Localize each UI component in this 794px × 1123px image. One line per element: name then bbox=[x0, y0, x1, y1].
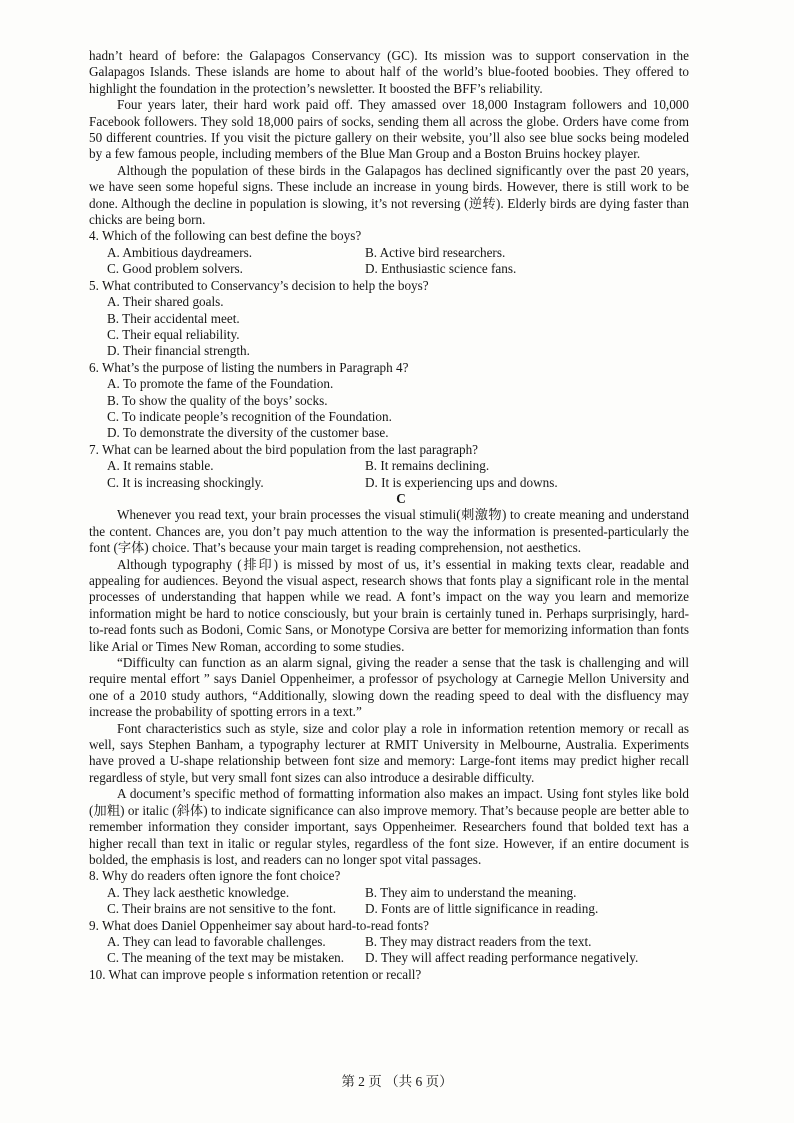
section-c-heading: C bbox=[396, 490, 406, 506]
question-4-option-c: C. Good problem solvers. bbox=[107, 261, 243, 277]
question-6 bbox=[89, 360, 689, 442]
question-5-option-d: D. Their financial strength. bbox=[107, 343, 250, 359]
question-7-stem: 7. What can be learned about the bird population from the last paragraph? bbox=[89, 441, 479, 457]
passage-c-paragraph-5: A document’s specific method of formatting information also makes an impact. Using font styles like bold (加粗) or italic (斜体) to indicate significance can also improve memory. That’s because people are better able to remember information they consider important, says Oppenheimer. Researchers found that bolded text has a higher recall than text in italic or regular styles, regardless of the font size. However, if an entire document is bolded, the emphasis is lost, and readers can no longer spot vital passages. bbox=[89, 786, 689, 867]
question-8-option-b: B. They aim to understand the meaning. bbox=[365, 884, 577, 900]
question-8 bbox=[89, 868, 689, 917]
page-number-footer: 第 2 页 （共 6 页） bbox=[341, 1074, 453, 1089]
passage-c-paragraph-1: Whenever you read text, your brain processes the visual stimuli(刺激物) to create meaning and understand the content. Chances are, you don’t pay much attention to the way the information is presented-particularly the font (字体) choice. That’s because your main target is reading comprehension, not aesthetics. bbox=[89, 507, 689, 556]
question-5-stem: 5. What contributed to Conservancy’s decision to help the boys? bbox=[89, 277, 429, 293]
question-4-option-a: A. Ambitious daydreamers. bbox=[107, 244, 253, 260]
question-7 bbox=[89, 442, 689, 491]
question-9-option-c: C. The meaning of the text may be mistaken. bbox=[107, 950, 345, 966]
question-6-option-a: A. To promote the fame of the Foundation. bbox=[107, 376, 334, 392]
passage-b-paragraph-3: Although the population of these birds in the Galapagos has declined significantly over the past 20 years, we have seen some hopeful signs. These include an increase in young birds. However, there is still work to be done. Although the decline in population is slowing, it’s not reversing (逆转). Elderly birds are dying faster than chicks are being born. bbox=[89, 162, 689, 228]
question-6-option-b: B. To show the quality of the boys’ socks. bbox=[107, 392, 328, 408]
question-4-option-b: B. Active bird researchers. bbox=[365, 244, 506, 260]
question-8-stem: 8. Why do readers often ignore the font choice? bbox=[89, 868, 341, 884]
question-6-option-c: C. To indicate people’s recognition of the Foundation. bbox=[107, 408, 392, 424]
question-6-option-d: D. To demonstrate the diversity of the customer base. bbox=[107, 425, 389, 441]
question-5-option-b: B. Their accidental meet. bbox=[107, 310, 240, 326]
question-9-option-a: A. They can lead to favorable challenges. bbox=[107, 933, 326, 949]
passage-b-paragraph-1: hadn’t heard of before: the Galapagos Conservancy (GC). Its mission was to support conservation in the Galapagos Islands. These islands are home to about half of the world’s blue-footed boobies. They offered to highlight the foundation in the protection’s newsletter. It boosted the BFF’s reliability. bbox=[89, 48, 689, 96]
page-content bbox=[89, 48, 689, 983]
question-4-stem: 4. Which of the following can best define the boys? bbox=[89, 228, 362, 244]
question-9 bbox=[89, 918, 689, 967]
question-5-option-a: A. Their shared goals. bbox=[107, 294, 224, 310]
question-10 bbox=[89, 967, 689, 983]
passage-b-paragraph-2: Four years later, their hard work paid off. They amassed over 18,000 Instagram followers and 10,000 Facebook followers. They sold 18,000 pairs of socks, sending them all across the globe. Orders have come from 50 different countries. If you visit the picture gallery on their website, you’ll also see blue socks being modeled by a few famous people, including members of the Blue Man Group and a Boston Bruins hockey player. bbox=[89, 97, 689, 162]
question-7-option-d: D. It is experiencing ups and downs. bbox=[365, 474, 558, 490]
question-9-stem: 9. What does Daniel Oppenheimer say about hard-to-read fonts? bbox=[89, 917, 429, 933]
question-5-option-c: C. Their equal reliability. bbox=[107, 326, 240, 342]
question-7-option-b: B. It remains declining. bbox=[365, 458, 490, 474]
question-4-option-d: D. Enthusiastic science fans. bbox=[365, 261, 517, 277]
question-6-stem: 6. What’s the purpose of listing the numbers in Paragraph 4? bbox=[89, 359, 409, 375]
question-7-option-a: A. It remains stable. bbox=[107, 458, 214, 474]
question-4 bbox=[89, 228, 689, 277]
passage-c-paragraph-4: Font characteristics such as style, size and color play a role in information retention memory or recall as well, says Stephen Banham, a typography lecturer at RMIT University in Melbourne, Australia. Experiments have proved a U-shape relationship between font size and memory: Large-font items may predict higher recall regardless of style, but very small font sizes can also introduce a desirable difficulty. bbox=[89, 720, 689, 785]
question-8-option-d: D. Fonts are of little significance in reading. bbox=[365, 901, 599, 917]
question-8-option-a: A. They lack aesthetic knowledge. bbox=[107, 884, 290, 900]
question-9-option-d: D. They will affect reading performance negatively. bbox=[365, 950, 639, 966]
question-5 bbox=[89, 278, 689, 360]
passage-c-paragraph-3: “Difficulty can function as an alarm signal, giving the reader a sense that the task is challenging and will require mental effort ” says Daniel Oppenheimer, a professor of psychology at Carnegie Mellon University and one of a 2010 study authors, “Additionally, slowing down the reading speed to deal with the disfluency may increase the probability of spotting errors in a text.” bbox=[89, 655, 689, 720]
question-7-option-c: C. It is increasing shockingly. bbox=[107, 474, 264, 490]
question-8-option-c: C. Their brains are not sensitive to the font. bbox=[107, 901, 337, 917]
question-10-stem: 10. What can improve people s information retention or recall? bbox=[89, 966, 422, 982]
question-9-option-b: B. They may distract readers from the text. bbox=[365, 933, 592, 949]
passage-c-paragraph-2: Although typography (排印) is missed by most of us, it’s essential in making texts clear, readable and appealing for audiences. Beyond the visual aspect, research shows that fonts play a significant role in the mental processes of understanding that happen while we read. A font’s impact on the way you learn and memorize information might be hard to notice consciously, but your brain is certainly tuned in. Perhaps surprisingly, hard-to-read fonts such as Bodoni, Comic Sans, or Monotype Corsiva are better for memorizing information than fonts like Arial or Times New Roman, according to some studies. bbox=[89, 556, 689, 654]
